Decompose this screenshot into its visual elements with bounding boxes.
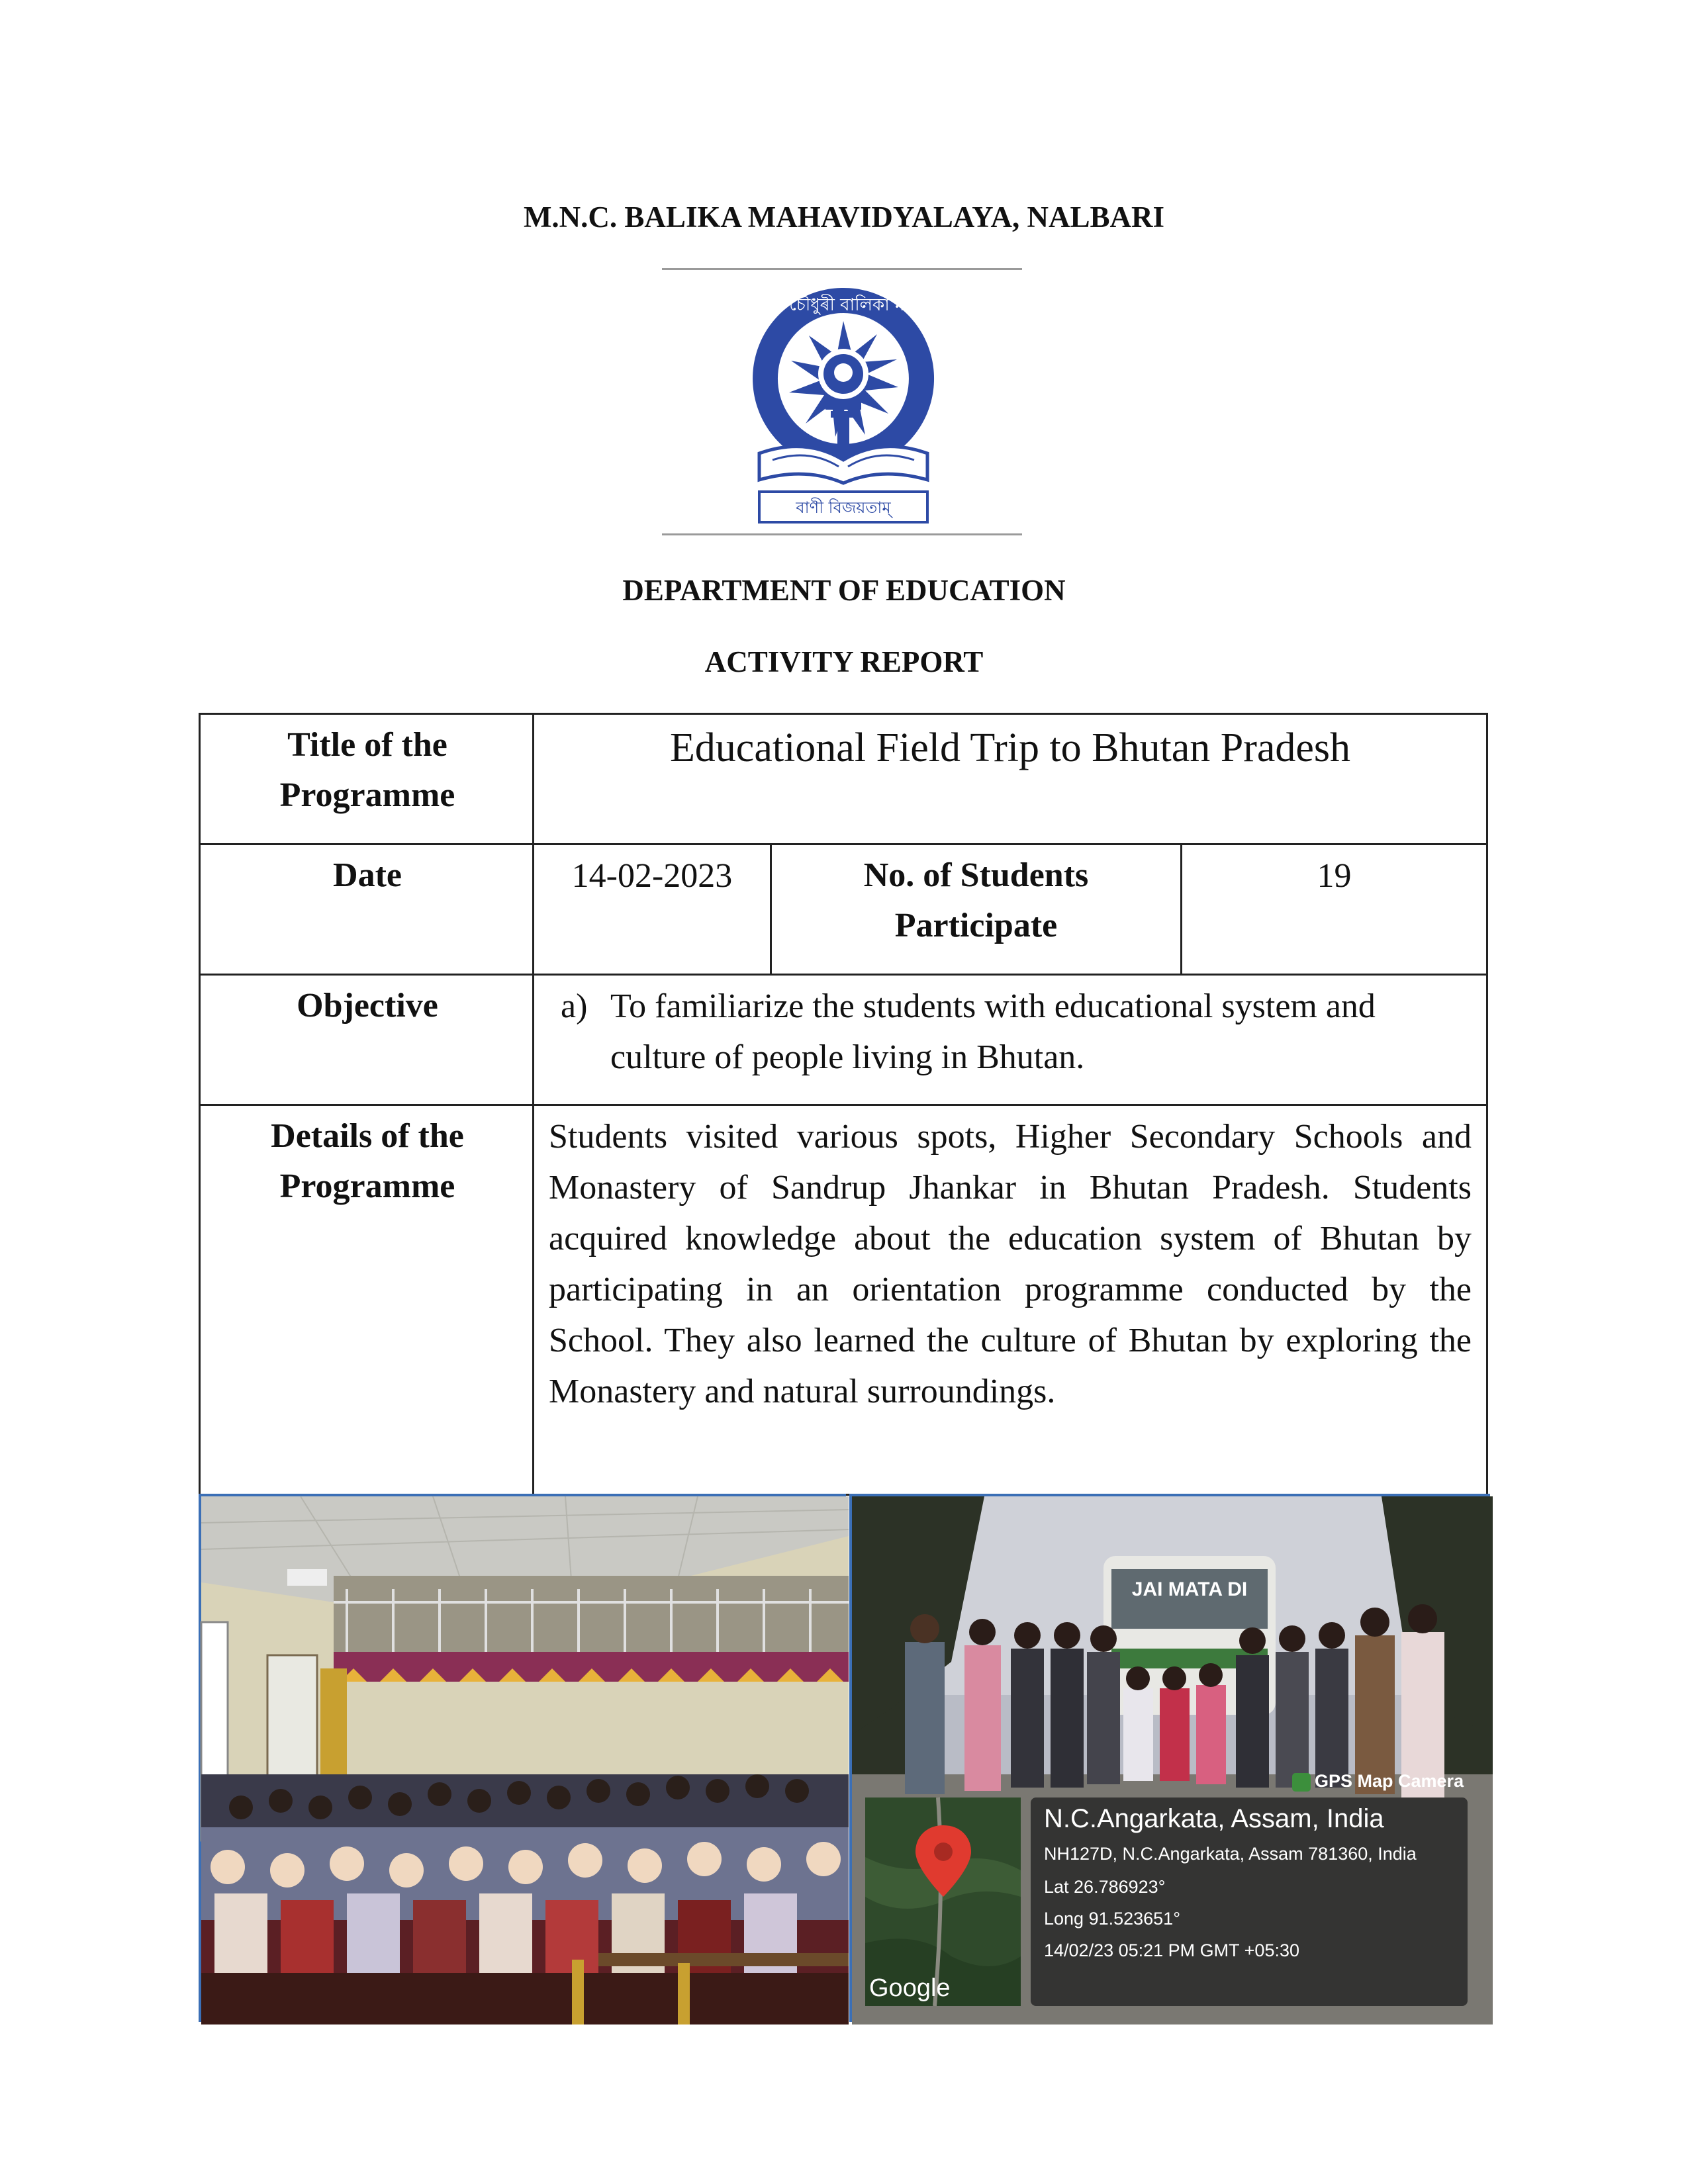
objective-text: To familiarize the students with educational system and culture of people living in Bhutan. xyxy=(610,987,1376,1076)
students-value: 19 xyxy=(1317,857,1352,895)
header-divider-bottom xyxy=(662,533,1022,535)
header-divider-top xyxy=(662,268,1022,270)
college-logo xyxy=(712,281,975,530)
department-heading: DEPARTMENT OF EDUCATION xyxy=(622,574,1066,607)
gps-minimap xyxy=(865,1797,1021,2006)
objective-label: Objective xyxy=(297,987,438,1024)
gps-info-panel xyxy=(1031,1797,1468,2006)
google-label: Google xyxy=(869,1974,951,2002)
report-heading: ACTIVITY REPORT xyxy=(704,645,984,678)
title-label: Title of the Programme xyxy=(279,726,455,814)
gps-long: Long 91.523651° xyxy=(1044,1909,1180,1929)
gps-lat: Lat 26.786923° xyxy=(1044,1877,1166,1897)
date-value: 14-02-2023 xyxy=(571,857,733,895)
date-label: Date xyxy=(333,856,402,894)
table-row-objective xyxy=(199,974,1488,1106)
objective-item xyxy=(534,976,1486,1104)
logo-ring-text: মহন্ত নমস্য চৌধুৰী বালিকা মহাবিদ্যালয় xyxy=(712,295,975,315)
college-name: M.N.C. BALIKA MAHAVIDYALAYA, NALBARI xyxy=(523,201,1165,234)
gps-camera-icon xyxy=(1292,1773,1311,1792)
table-row-date xyxy=(199,843,1488,976)
table-row-details xyxy=(199,1104,1488,1496)
students-label: No. of Students Participate xyxy=(863,856,1089,944)
details-text: Students visited various spots, Higher Secondary Schools and Monastery of Sandrup Jhankar in Bhutan Pradesh. Students acquired knowledge about the education system of Bhutan by participating in an orientation programme conducted by the School. They also learned the culture of Bhutan by exploring the Monastery and natural surroundings. xyxy=(549,1118,1472,1410)
photo-field-trip-group xyxy=(849,1494,1490,2022)
gps-timestamp: 14/02/23 05:21 PM GMT +05:30 xyxy=(1044,1940,1300,1960)
gps-address: NH127D, N.C.Angarkata, Assam 781360, India xyxy=(1044,1844,1417,1864)
bus-sign: JAI MATA DI xyxy=(1131,1578,1248,1600)
logo-motto: বাণী বিজয়তাম্ xyxy=(796,498,891,517)
photo-auditorium xyxy=(199,1494,846,2022)
programme-title: Educational Field Trip to Bhutan Pradesh xyxy=(669,725,1351,770)
gps-location-title: N.C.Angarkata, Assam, India xyxy=(1044,1804,1384,1833)
gps-camera-label: GPS Map Camera xyxy=(1292,1771,1464,1792)
table-row-title xyxy=(199,713,1488,845)
details-label: Details of the Programme xyxy=(271,1117,464,1205)
objective-marker: a) xyxy=(561,987,588,1025)
